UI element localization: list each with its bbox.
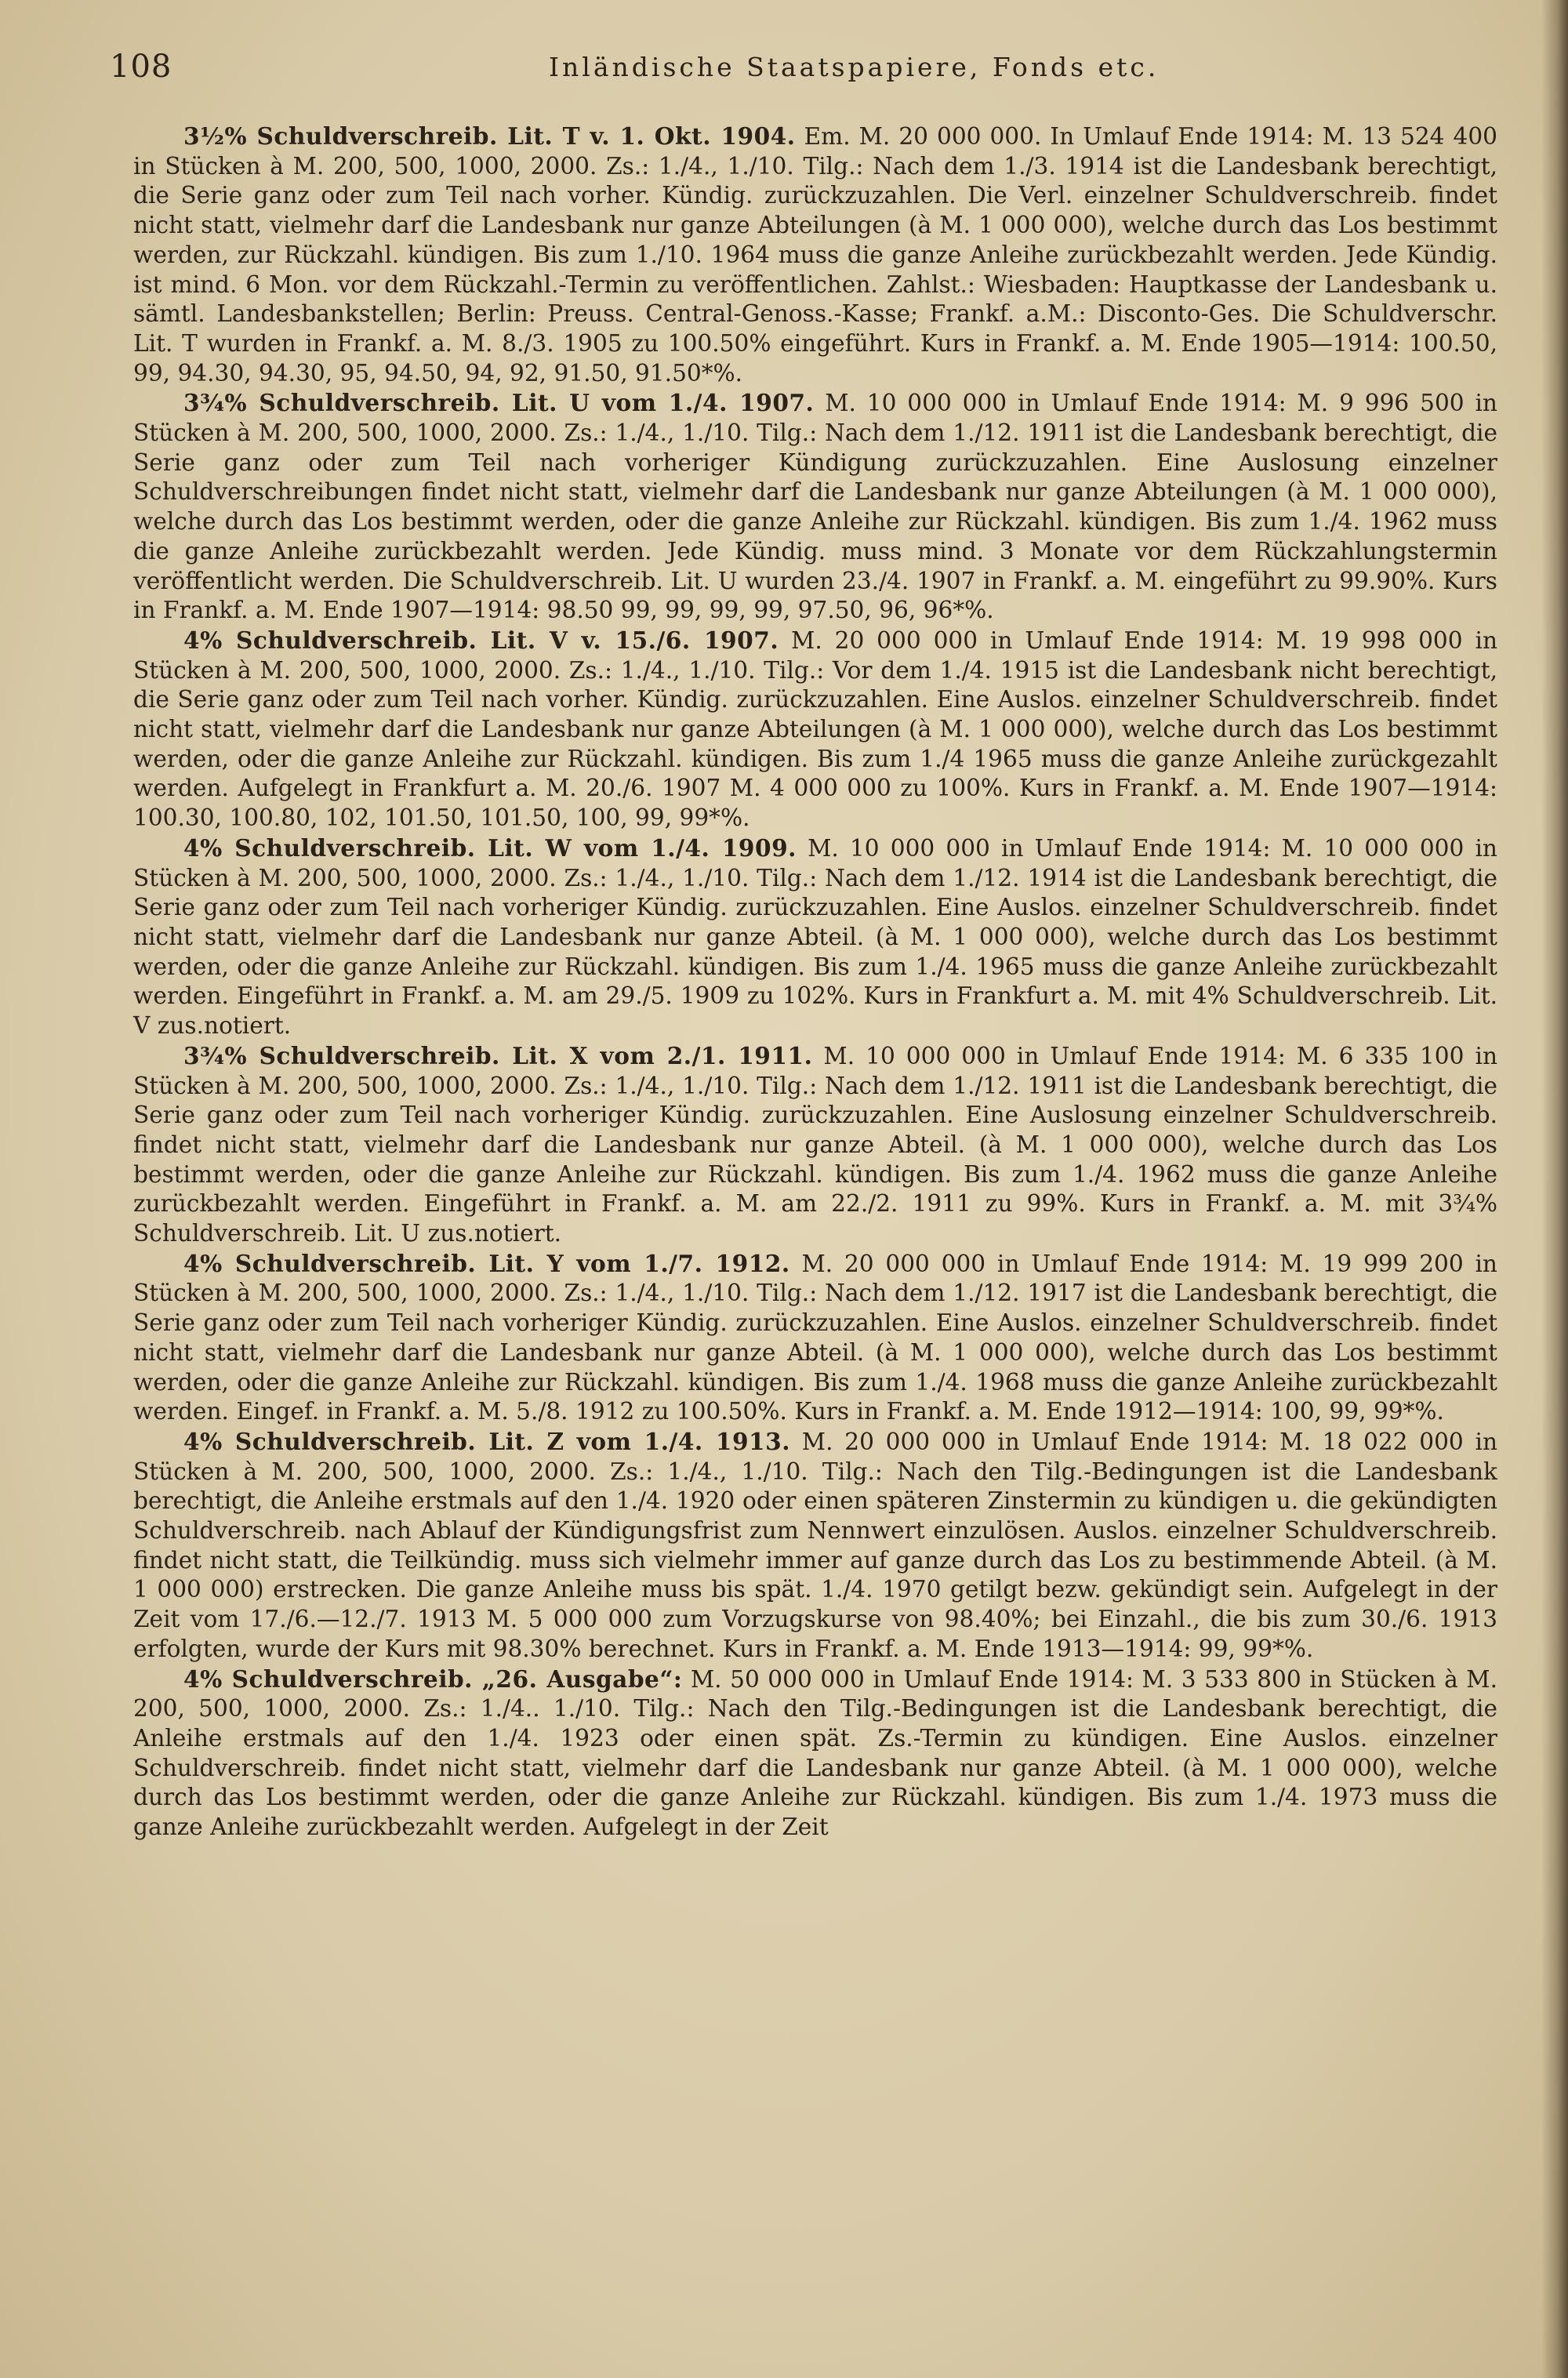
entry-title: 4% Schuldverschreib. Lit. Z vom 1./4. 1913.	[183, 1427, 791, 1455]
entry-lit-v	[133, 626, 1497, 833]
entry-body: M. 50 000 000 in Umlauf Ende 1914: M. 3 533 800 in Stücken à M. 200, 500, 1000, 2000. Zs.: 1./4.. 1./10. Tilg.: Nach den Tilg.-Bedingungen ist die Landesbank berechtigt, die Anleihe erstmals auf den 1./4. 1923 oder einen spät. Zs.-Termin zu kündigen. Eine Auslos. einzelner Schuldverschreib. findet nicht statt, vielmehr darf die Landesbank nur ganze Abteil. (à M. 1 000 000), welche durch das Los bestimmt werden, oder die ganze Anleihe zur Rückzahl. kündigen. Bis zum 1./4. 1973 muss die ganze Anleihe zurückbezahlt werden. Aufgelegt in der Zeit	[133, 1665, 1497, 1841]
page-spine-shadow	[1541, 0, 1568, 2378]
running-title: Inländische Staatspapiere, Fonds etc.	[549, 52, 1160, 82]
entry-title: 4% Schuldverschreib. „26. Ausgabe“:	[183, 1665, 683, 1693]
entry-lit-x	[133, 1041, 1497, 1249]
page-number: 108	[110, 49, 172, 85]
page-header	[110, 49, 1490, 96]
entry-lit-u	[133, 388, 1497, 626]
entry-title: 4% Schuldverschreib. Lit. Y vom 1./7. 1912.	[183, 1249, 790, 1277]
entry-lit-z	[133, 1427, 1497, 1665]
entry-ausgabe-26	[133, 1665, 1497, 1842]
entry-body: Em. M. 20 000 000. In Umlauf Ende 1914: M. 13 524 400 in Stücken à M. 200, 500, 1000, 2000. Zs.: 1./4., 1./10. Tilg.: Nach dem 1./3. 1914 ist die Landesbank berechtigt, die Serie ganz oder zum Teil nach vorher. Kündig. zurückzuzahlen. Die Verl. einzelner Schuldverschreib. findet nicht statt, vielmehr darf die Landesbank nur ganze Abteilungen (à M. 1 000 000), welche durch das Los bestimmt werden, zur Rückzahl. kündigen. Bis zum 1./10. 1964 muss die ganze Anleihe zurückbezahlt werden. Jede Kündig. ist mind. 6 Mon. vor dem Rückzahl.-Termin zu veröffentlichen. Zahlst.: Wiesbaden: Hauptkasse der Landesbank u. sämtl. Landesbankstellen; Berlin: Preuss. Central-Genoss.-Kasse; Frankf. a.M.: Disconto-Ges. Die Schuldverschr. Lit. T wurden in Frankf. a. M. 8./3. 1905 zu 100.50% eingeführt. Kurs in Frankf. a. M. Ende 1905—1914: 100.50, 99, 94.30, 94.30, 95, 94.50, 94, 92, 91.50, 91.50*%.	[133, 123, 1497, 387]
entry-lit-t	[133, 122, 1497, 388]
body-text	[133, 122, 1497, 1842]
entry-body: M. 20 000 000 in Umlauf Ende 1914: M. 18 022 000 in Stücken à M. 200, 500, 1000, 2000. Zs.: 1./4., 1./10. Tilg.: Nach den Tilg.-Bedingungen ist die Landesbank berechtigt, die Anleihe erstmals auf den 1./4. 1920 oder einen späteren Zinstermin zu kündigen u. die gekündigten Schuldverschreib. nach Ablauf der Kündigungsfrist zum Nennwert einzulösen. Auslos. einzelner Schuldverschreib. findet nicht statt, die Teilkündig. muss sich vielmehr immer auf ganze durch das Los zu bestimmende Abteil. (à M. 1 000 000) erstrecken. Die ganze Anleihe muss bis spät. 1./4. 1970 getilgt bezw. gekündigt sein. Aufgelegt in der Zeit vom 17./6.—12./7. 1913 M. 5 000 000 zum Vorzugskurse von 98.40%; bei Einzahl., die bis zum 30./6. 1913 erfolgten, wurde der Kurs mit 98.30% berechnet. Kurs in Frankf. a. M. Ende 1913—1914: 99, 99*%.	[133, 1428, 1498, 1662]
entry-title: 3¾% Schuldverschreib. Lit. U vom 1./4. 1907.	[183, 389, 815, 417]
entry-body: M. 10 000 000 in Umlauf Ende 1914: M. 6 335 100 in Stücken à M. 200, 500, 1000, 2000. Zs.: 1./4., 1./10. Tilg.: Nach dem 1./12. 1911 ist die Landesbank berechtigt, die Serie ganz oder zum Teil nach vorheriger Kündig. zurückzuzahlen. Eine Auslosung einzelner Schuldverschreib. findet nicht statt, vielmehr darf die Landesbank nur ganze Abteil. (à M. 1 000 000), welche durch das Los bestimmt werden, oder die ganze Anleihe zur Rückzahl. kündigen. Bis zum 1./4. 1962 muss die ganze Anleihe zurückbezahlt werden. Eingeführt in Frankf. a. M. am 22./2. 1911 zu 99%. Kurs in Frankf. a. M. mit 3¾% Schuldverschreib. Lit. U zus.notiert.	[133, 1042, 1497, 1247]
entry-body: M. 20 000 000 in Umlauf Ende 1914: M. 19 999 200 in Stücken à M. 200, 500, 1000, 2000. Zs.: 1./4., 1./10. Tilg.: Nach dem 1./12. 1917 ist die Landesbank berechtigt, die Serie ganz oder zum Teil nach vorheriger Kündig. zurückzuzahlen. Eine Auslos. einzelner Schuldverschreib. findet nicht statt, vielmehr darf die Landesbank nur ganze Abteil. (à M. 1 000 000), welche durch das Los bestimmt werden, oder die ganze Anleihe zur Rückzahl. kündigen. Bis zum 1./4. 1968 muss die ganze Anleihe zurückbezahlt werden. Eingef. in Frankf. a. M. 5./8. 1912 zu 100.50%. Kurs in Frankf. a. M. Ende 1912—1914: 100, 99, 99*%.	[133, 1250, 1497, 1425]
entry-body: M. 20 000 000 in Umlauf Ende 1914: M. 19 998 000 in Stücken à M. 200, 500, 1000, 2000. Zs.: 1./4., 1./10. Tilg.: Vor dem 1./4. 1915 ist die Landesbank nicht berechtigt, die Serie ganz oder zum Teil nach vorher. Kündig. zurückzuzahlen. Eine Auslos. einzelner Schuldverschreib. findet nicht statt, vielmehr darf die Landesbank nur ganze Abteilungen (à M. 1 000 000), welche durch das Los bestimmt werden, oder die ganze Anleihe zur Rückzahl. kündigen. Bis zum 1./4 1965 muss die ganze Anleihe zurückgezahlt werden. Aufgelegt in Frankfurt a. M. 20./6. 1907 M. 4 000 000 zu 100%. Kurs in Frankf. a. M. Ende 1907—1914: 100.30, 100.80, 102, 101.50, 101.50, 100, 99, 99*%.	[133, 626, 1497, 832]
entry-body: M. 10 000 000 in Umlauf Ende 1914: M. 10 000 000 in Stücken à M. 200, 500, 1000, 2000. Zs.: 1./4., 1./10. Tilg.: Nach dem 1./12. 1914 ist die Landesbank berechtigt, die Serie ganz oder zum Teil nach vorheriger Kündig. zurückzuzahlen. Eine Auslos. einzelner Schuldverschreib. findet nicht statt, vielmehr darf die Landesbank nur ganze Abteil. (à M. 1 000 000), welche durch das Los bestimmt werden, oder die ganze Anleihe zur Rückzahl. kündigen. Bis zum 1./4. 1965 muss die ganze Anleihe zurückbezahlt werden. Eingeführt in Frankf. a. M. am 29./5. 1909 zu 102%. Kurs in Frankfurt a. M. mit 4% Schuldverschreib. Lit. V zus.notiert.	[133, 834, 1497, 1040]
entry-title: 4% Schuldverschreib. Lit. V v. 15./6. 1907.	[183, 626, 779, 654]
entry-lit-w	[133, 833, 1497, 1041]
entry-title: 3½% Schuldverschreib. Lit. T v. 1. Okt. 1904.	[183, 122, 796, 150]
entry-title: 4% Schuldverschreib. Lit. W vom 1./4. 1909.	[183, 833, 797, 862]
entry-title: 3¾% Schuldverschreib. Lit. X vom 2./1. 1911.	[183, 1041, 813, 1069]
entry-body: M. 10 000 000 in Umlauf Ende 1914: M. 9 996 500 in Stücken à M. 200, 500, 1000, 2000. Zs.: 1./4., 1./10. Tilg.: Nach dem 1./12. 1911 ist die Landesbank berechtigt, die Serie ganz oder zum Teil nach vorheriger Kündigung zurückzuzahlen. Eine Auslosung einzelner Schuldverschreibungen findet nicht statt, vielmehr darf die Landesbank nur ganze Abteilungen (à M. 1 000 000), welche durch das Los bestimmt werden, oder die ganze Anleihe zur Rückzahl. kündigen. Bis zum 1./4. 1962 muss die ganze Anleihe zurückbezahlt werden. Jede Kündig. muss mind. 3 Monate vor dem Rückzahlungstermin veröffentlicht werden. Die Schuldverschreib. Lit. U wurden 23./4. 1907 in Frankf. a. M. eingeführt zu 99.90%. Kurs in Frankf. a. M. Ende 1907—1914: 98.50 99, 99, 99, 99, 97.50, 96, 96*%.	[133, 390, 1497, 624]
entry-lit-y	[133, 1249, 1497, 1427]
